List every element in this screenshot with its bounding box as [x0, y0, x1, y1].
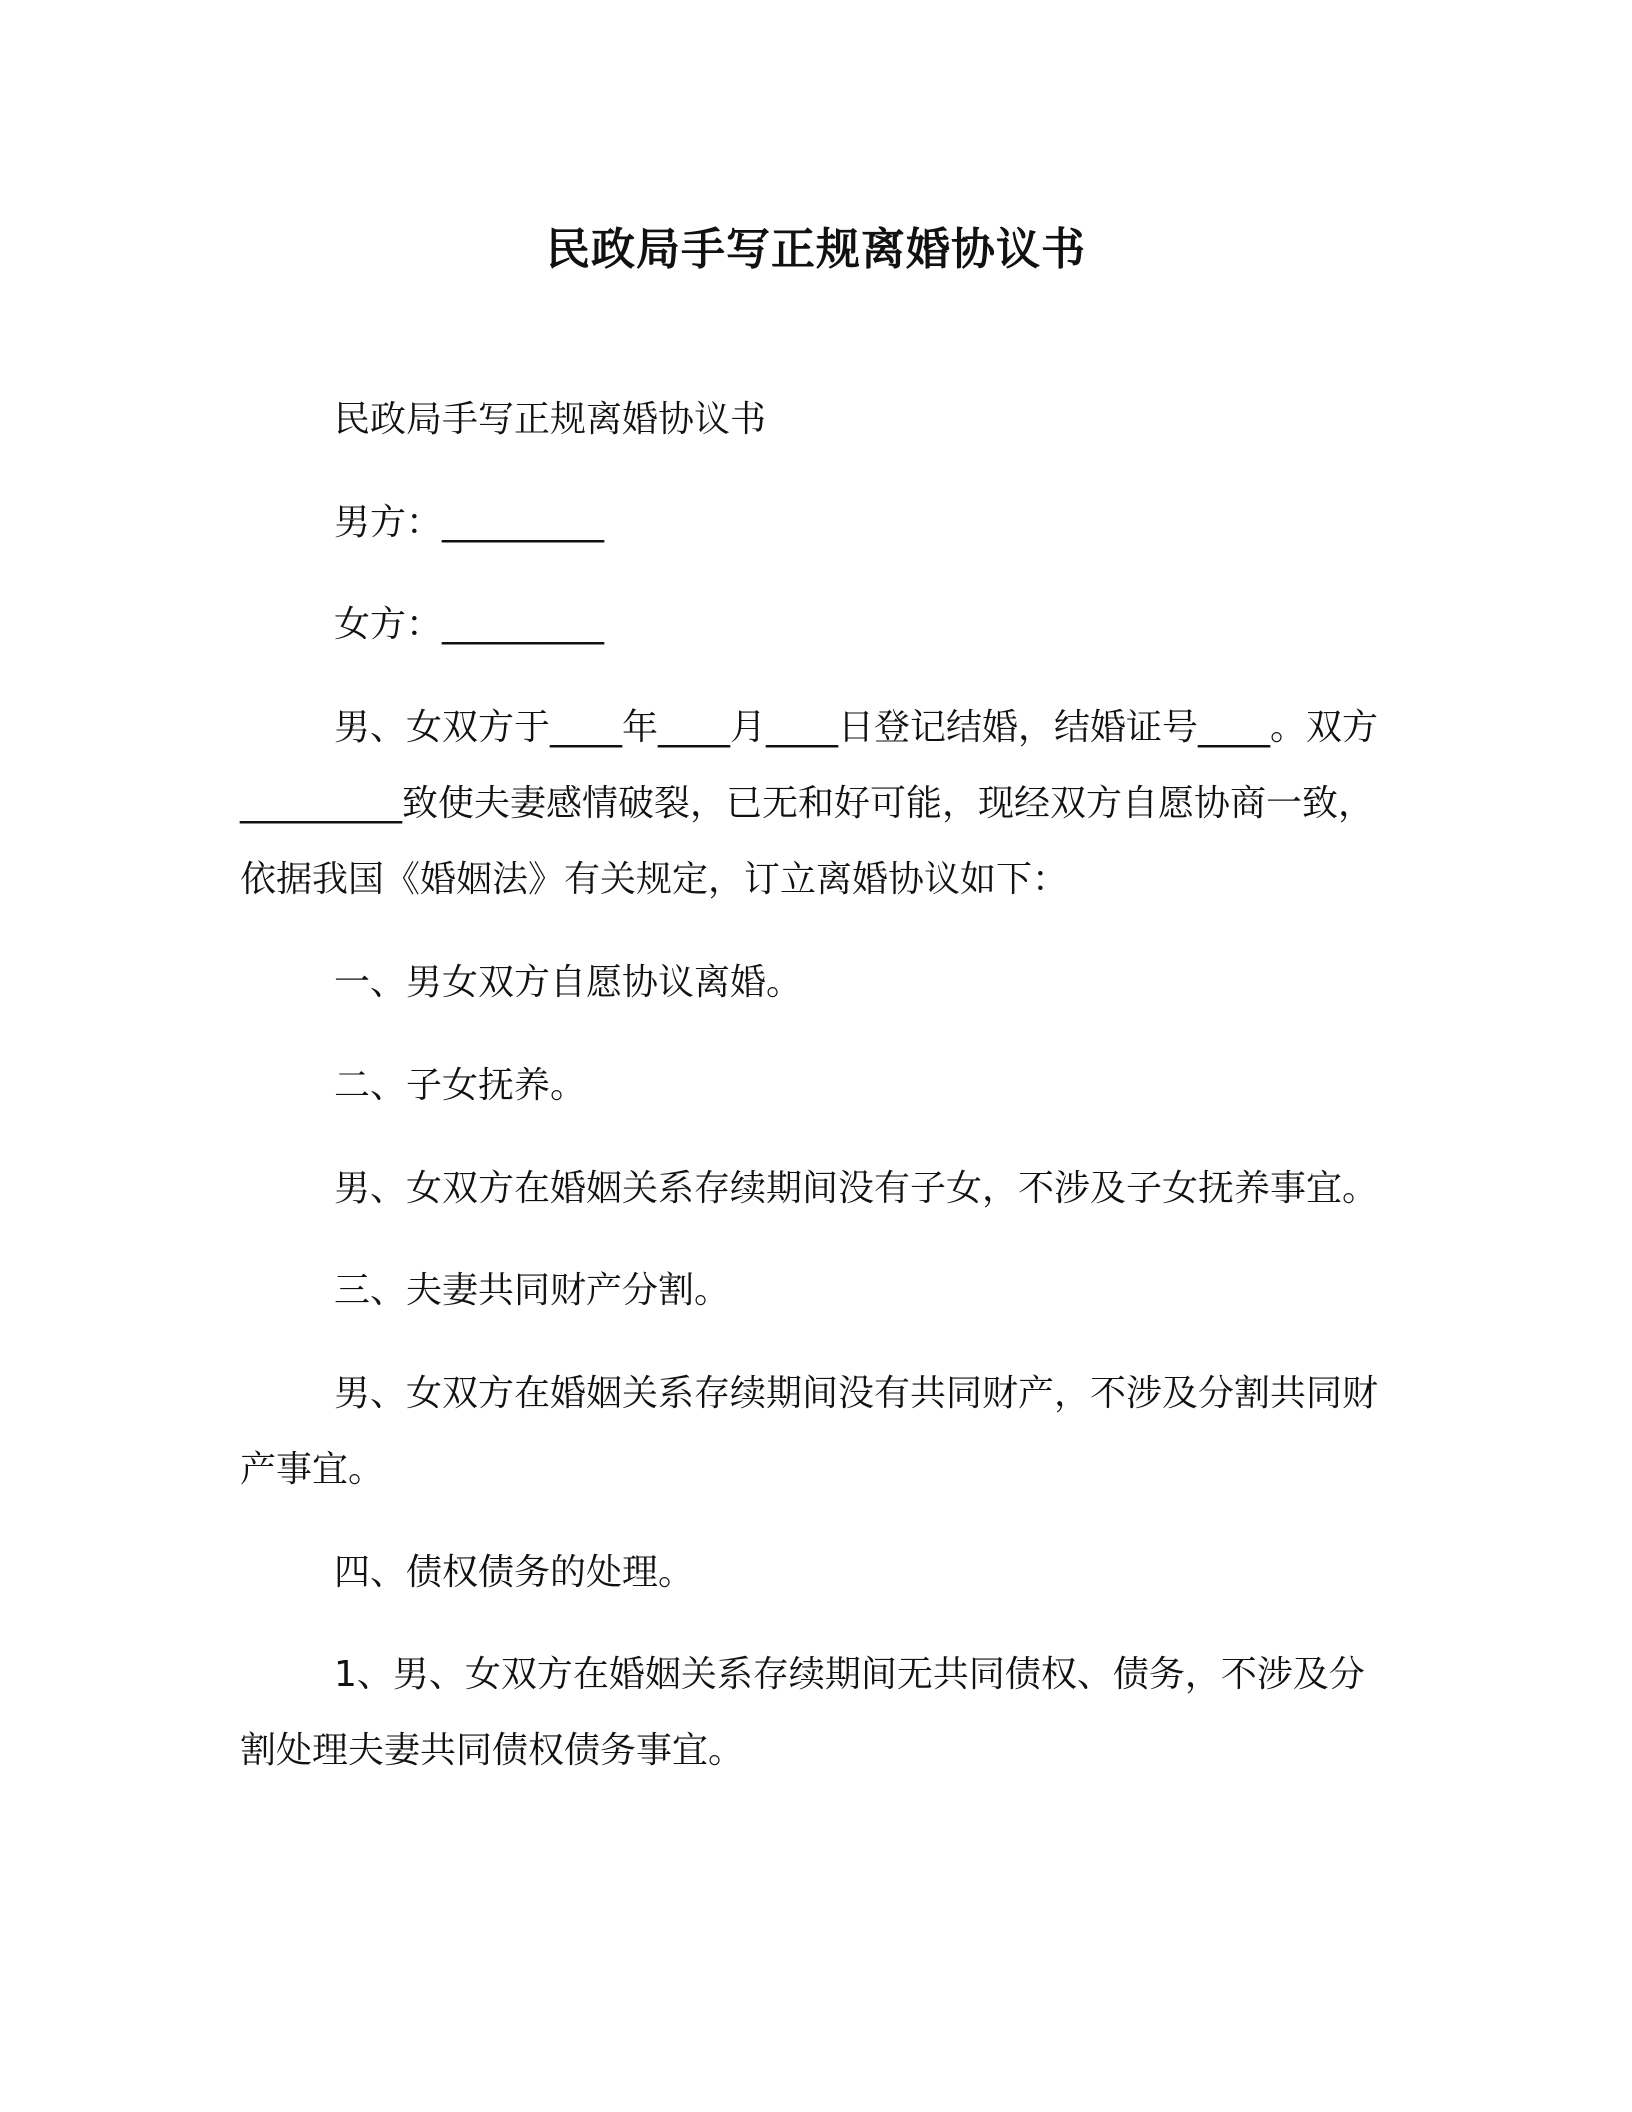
clause-3-body: 男、女双方在婚姻关系存续期间没有共同财产，不涉及分割共同财产事宜。 [240, 1373, 1379, 1490]
clause-4-item-1: 1、男、女双方在婚姻关系存续期间无共同债权、债务，不涉及分割处理夫妻共同债权债务事宜。 [240, 1654, 1365, 1771]
female-party-field: 女方：_________ [334, 604, 605, 645]
marriage-info-paragraph: 男、女双方于____年____月____日登记结婚，结婚证号____。双方_________致使夫妻感情破裂，已无和好可能，现经双方自愿协商一致，依据我国《婚姻法》有关规定，订立离婚协议如下： [240, 707, 1379, 900]
clause-4-heading: 四、债权债务的处理。 [334, 1552, 695, 1593]
clause-2-heading: 二、子女抚养。 [334, 1065, 587, 1106]
male-party-field: 男方：_________ [334, 502, 605, 543]
clause-3-heading: 三、夫妻共同财产分割。 [334, 1270, 731, 1311]
subtitle-paragraph: 民政局手写正规离婚协议书 [334, 399, 767, 440]
document-title: 民政局手写正规离婚协议书 [546, 224, 1086, 275]
clause-1-heading: 一、男女双方自愿协议离婚。 [334, 962, 803, 1003]
clause-2-body: 男、女双方在婚姻关系存续期间没有子女，不涉及子女抚养事宜。 [334, 1168, 1379, 1209]
